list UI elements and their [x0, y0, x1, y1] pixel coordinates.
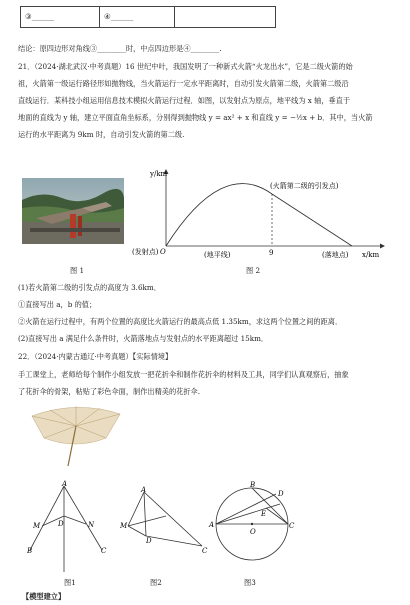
q22-line-2: 了花折伞的骨架，粘贴了彩色伞面，制作出精美的花折伞.: [18, 387, 200, 396]
fig1-caption: 图 1: [70, 266, 85, 275]
launch-label: (发射点): [132, 248, 159, 256]
fig3-label-A: A: [209, 521, 215, 529]
origin-label: O: [160, 248, 166, 256]
fig2-label-M: M: [120, 522, 128, 530]
fig3-label-C: C: [289, 522, 295, 530]
fig1-label-M: M: [33, 522, 41, 530]
umbrella-photo: [28, 404, 124, 470]
geo-figure-3: [206, 478, 298, 570]
landing-label: (落地点): [322, 251, 349, 259]
table-cell-3: ③______: [21, 7, 100, 28]
stage2-line: [272, 194, 352, 246]
y-axis-label: y/km: [150, 170, 168, 178]
x-axis-arrow: [380, 244, 385, 249]
q22-fig3-caption: 图3: [244, 578, 256, 587]
rocket-photo: [22, 178, 124, 244]
q22-fig1-caption: 图1: [64, 578, 76, 587]
q21-sub-3: (2)直接写出 a 满足什么条件时，火箭落地点与发射点的水平距离超过 15km．: [18, 334, 269, 343]
answer-table: [20, 6, 276, 28]
q21-line-2: 直线运行．某科技小组运用信息技术模拟火箭运行过程．如图，以发射点为原点，地平线为 x 轴，垂直于: [18, 96, 351, 105]
fig2-label-D: D: [146, 537, 152, 545]
q21-sub-intro: (1)若火箭第二级的引发点的高度为 3.6km．: [18, 283, 161, 292]
fig2-caption: 图 2: [246, 266, 261, 275]
q21-sub-1: ①直接写出 a，b 的值；: [18, 300, 97, 309]
stage2-label: (火箭第二级的引发点): [270, 182, 339, 190]
parabola-curve: [166, 184, 272, 246]
fig1-label-B: B: [27, 547, 33, 555]
fig2-label-C: C: [202, 547, 208, 555]
q21-sub-2: ②火箭在运行过程中，有两个位置的高度比火箭运行的最高点低 1.35km，求这两个位置之间的距离．: [18, 317, 343, 326]
q22-fig2-caption: 图2: [150, 578, 162, 587]
fig3-label-E: E: [261, 510, 267, 518]
fig1-label-C: C: [101, 547, 107, 555]
table-cell-4: ④______: [100, 7, 175, 28]
model-section-heading: 【模型建立】: [22, 592, 66, 601]
rocket-graph: [130, 166, 398, 262]
fig1-label-D: D: [58, 520, 64, 528]
horizon-label: (地平线): [204, 251, 231, 259]
q21-line-1: 祖，火箭第一级运行路径形如抛物线，当火箭运行一定水平距离时，自动引发火箭第二级，火箭第二级沿: [18, 79, 349, 88]
conclusion-line: 结论：原四边形对角线③________时，中点四边形是④________.: [18, 44, 222, 53]
fig3-label-O: O: [250, 528, 256, 536]
fig2-label-A: A: [141, 486, 147, 494]
fig3-label-D: D: [278, 490, 284, 498]
x-axis-label: x/km: [362, 251, 380, 259]
q21-header: 21．（2024·湖北武汉·中考真题）16 世纪中叶，我国发明了一种新式火箭“火龙出水”，它是二级火箭的始: [18, 62, 353, 71]
geo-figure-1: [24, 480, 120, 576]
table-cell-empty: [175, 7, 276, 28]
fig1-label-A: A: [62, 480, 68, 488]
tick-9-label: 9: [269, 249, 274, 257]
q22-line-1: 手工课堂上，老师给每个制作小组发放一把花折伞和制作花折伞的材料及工具，同学们认真观察后，抽象: [18, 370, 349, 379]
fig1-label-N: N: [88, 521, 95, 529]
q22-header: 22．（2024·内蒙古通辽·中考真题）【实际情境】: [18, 352, 173, 361]
q21-line-3: 地面的直线为 y 轴，建立平面直角坐标系，分别得到抛物线 y = ax² + x 和直线 y = −½x + b．其中，当火箭: [18, 113, 373, 122]
fig3-label-B: B: [250, 481, 256, 489]
geo-figure-2: [118, 486, 214, 568]
q21-line-4: 运行的水平距离为 9km 时，自动引发火箭的第二级.: [18, 130, 185, 139]
